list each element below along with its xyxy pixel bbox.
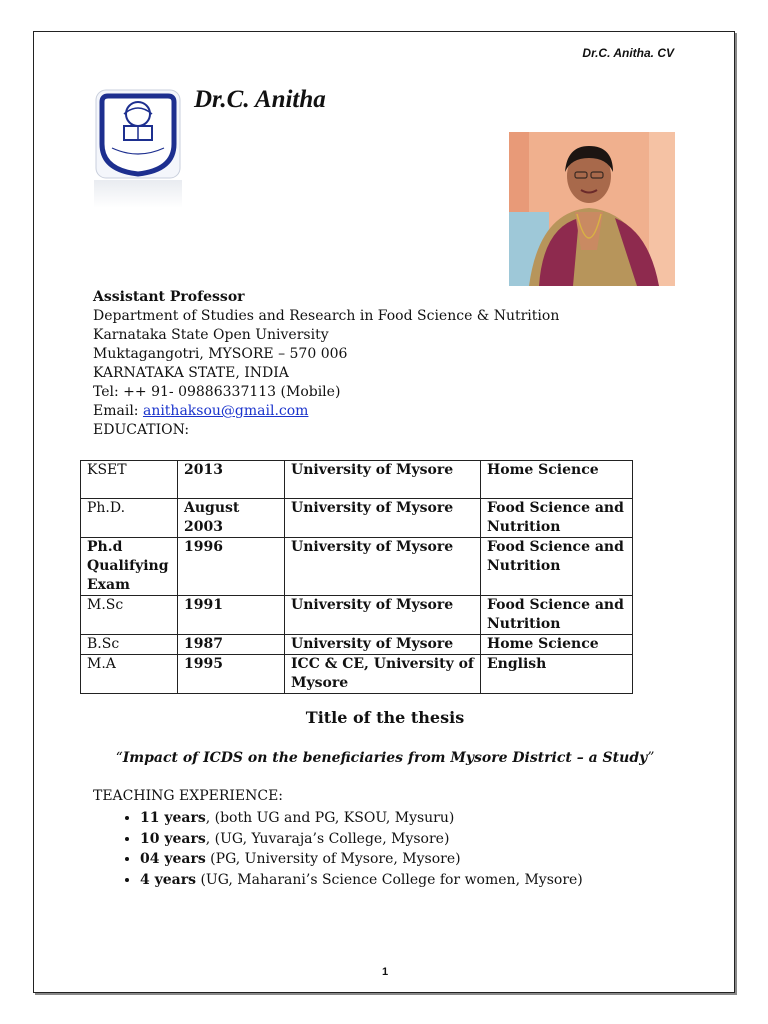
education-table bbox=[80, 460, 633, 694]
institution-cell: ICC & CE, University of Mysore bbox=[285, 655, 481, 694]
year-cell: August 2003 bbox=[178, 499, 285, 538]
table-row bbox=[81, 461, 633, 499]
subject-cell: Food Science and Nutrition bbox=[481, 499, 633, 538]
profile-photo bbox=[509, 132, 675, 286]
table-row bbox=[81, 655, 633, 694]
institution-cell: University of Mysore bbox=[285, 538, 481, 596]
year-cell: 1987 bbox=[178, 635, 285, 655]
university-line: Karnataka State Open University bbox=[93, 327, 329, 343]
page-number: 1 bbox=[381, 966, 389, 978]
degree-cell: KSET bbox=[81, 461, 178, 499]
thesis-text: Impact of ICDS on the beneficiaries from Mysore District – a Study bbox=[122, 750, 648, 766]
state-line: KARNATAKA STATE, INDIA bbox=[93, 365, 289, 381]
position-title: Assistant Professor bbox=[93, 289, 245, 305]
table-row bbox=[81, 538, 633, 596]
thesis-title bbox=[34, 750, 736, 766]
degree-cell: M.A bbox=[81, 655, 178, 694]
detail: , (UG, Yuvaraja’s College, Mysore) bbox=[205, 830, 450, 847]
cv-page bbox=[33, 31, 735, 993]
thesis-heading: Title of the thesis bbox=[305, 708, 465, 727]
subject-cell: Food Science and Nutrition bbox=[481, 538, 633, 596]
years: 4 years bbox=[140, 871, 196, 888]
teaching-heading: TEACHING EXPERIENCE: bbox=[93, 788, 284, 804]
address-line: Muktagangotri, MYSORE – 570 006 bbox=[93, 346, 348, 362]
degree-cell: Ph.D. bbox=[81, 499, 178, 538]
years: 10 years bbox=[140, 830, 206, 847]
detail: (PG, University of Mysore, Mysore) bbox=[205, 851, 461, 867]
logo-reflection bbox=[94, 180, 182, 208]
contact-block bbox=[93, 288, 559, 440]
subject-cell: Home Science bbox=[481, 461, 633, 499]
running-header: Dr.C. Anitha. CV bbox=[582, 46, 674, 60]
subject-cell: Food Science and Nutrition bbox=[481, 596, 633, 635]
cv-name: Dr.C. Anitha bbox=[194, 86, 326, 113]
open-quote: “ bbox=[115, 750, 123, 766]
year-cell: 1996 bbox=[178, 538, 285, 596]
table-row bbox=[81, 499, 633, 538]
degree-cell: B.Sc bbox=[81, 635, 178, 655]
list-item bbox=[140, 829, 583, 850]
email-label: Email: bbox=[93, 403, 143, 419]
subject-cell: English bbox=[481, 655, 633, 694]
close-quote: ” bbox=[647, 750, 655, 766]
list-item bbox=[140, 849, 583, 870]
email-line bbox=[93, 402, 559, 421]
degree-cell: Ph.d Qualifying Exam bbox=[81, 538, 178, 596]
table-row bbox=[81, 596, 633, 635]
telephone-line: Tel: ++ 91- 09886337113 (Mobile) bbox=[93, 384, 341, 400]
detail: (UG, Maharani’s Science College for women, Mysore) bbox=[196, 871, 583, 888]
table-row bbox=[81, 635, 633, 655]
year-cell: 1995 bbox=[178, 655, 285, 694]
department-line: Department of Studies and Research in Food Science & Nutrition bbox=[93, 308, 560, 324]
university-logo bbox=[94, 88, 182, 180]
list-item bbox=[140, 870, 583, 891]
years: 11 years bbox=[140, 810, 206, 826]
detail: , (both UG and PG, KSOU, Mysuru) bbox=[205, 810, 455, 826]
institution-cell: University of Mysore bbox=[285, 635, 481, 655]
subject-cell: Home Science bbox=[481, 635, 633, 655]
institution-cell: University of Mysore bbox=[285, 499, 481, 538]
email-link[interactable]: anithaksou@gmail.com bbox=[142, 403, 309, 419]
institution-cell: University of Mysore bbox=[285, 596, 481, 635]
list-item bbox=[140, 808, 583, 829]
year-cell: 1991 bbox=[178, 596, 285, 635]
education-heading: EDUCATION: bbox=[93, 422, 190, 438]
year-cell: 2013 bbox=[178, 461, 285, 499]
institution-cell: University of Mysore bbox=[285, 461, 481, 499]
teaching-list bbox=[116, 808, 583, 890]
years: 04 years bbox=[140, 851, 206, 867]
degree-cell: M.Sc bbox=[81, 596, 178, 635]
